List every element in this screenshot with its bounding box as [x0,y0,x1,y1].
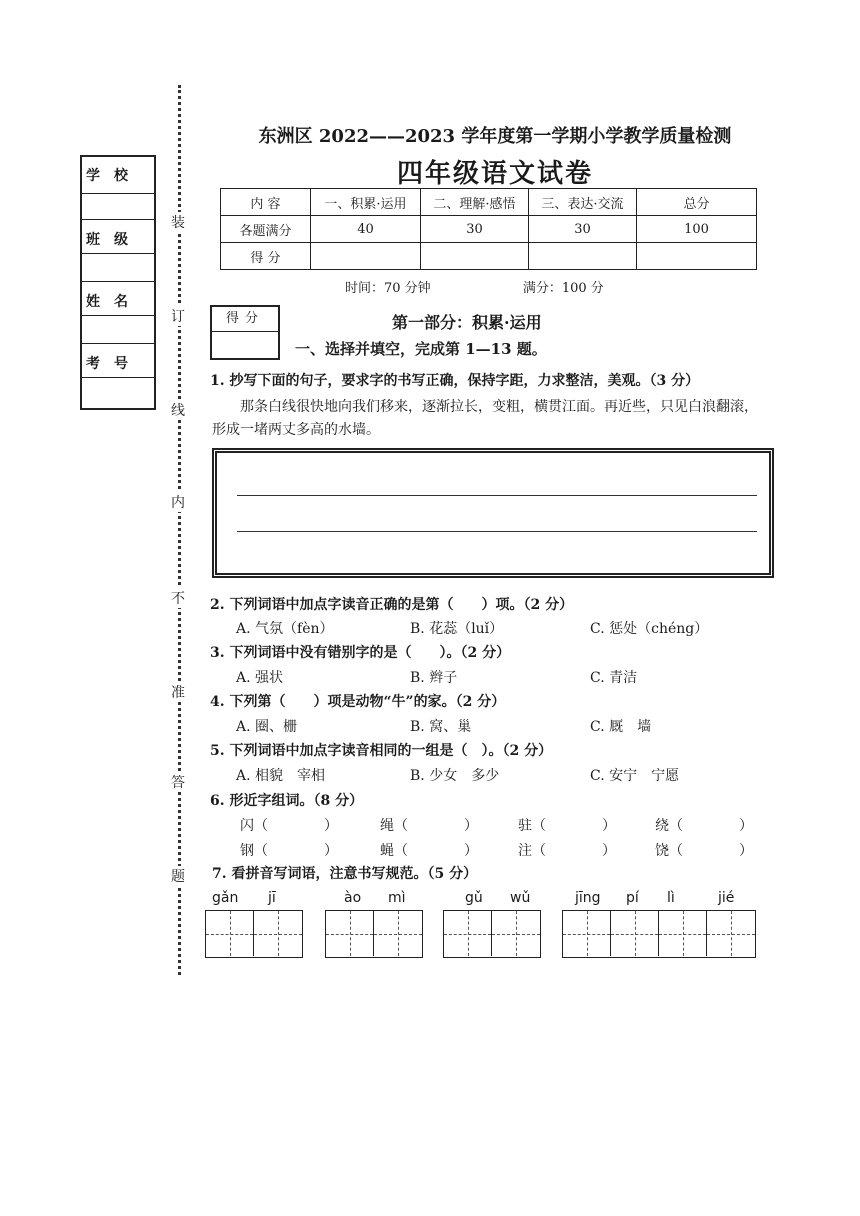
q3-option-b[interactable]: B. 辫子 [410,670,458,686]
question-2: 2. 下列词语中加点字读音正确的是第（ ）项。（2 分） [210,597,574,613]
pinyin-label: jié [718,890,735,906]
table-cell: 二、理解·感悟 [421,189,529,216]
table-cell: 三、表达·交流 [529,189,637,216]
section-title: 一、选择并填空，完成第 1—13 题。 [295,340,547,358]
class-field[interactable] [82,223,154,253]
table-cell: 40 [311,216,421,243]
pinyin-label: pí [626,890,639,906]
table-cell: 内 容 [221,189,311,216]
q5-option-a[interactable]: A. 相貌 宰相 [236,768,326,784]
q6-item[interactable]: 钢（ ） [240,843,338,859]
school-label: 学校 [86,168,142,184]
question-7: 7. 看拼音写词语，注意书写规范。（5 分） [212,866,478,882]
part-title: 第一部分：积累·运用 [392,313,542,332]
score-input-cell[interactable] [529,243,637,270]
table-cell: 各题满分 [221,216,311,243]
writing-grid[interactable] [205,910,303,958]
grid-cell[interactable] [254,911,302,956]
question-6: 6. 形近字组词。（8 分） [210,793,364,809]
binding-char: 订 [168,306,188,326]
exam-title: 东洲区 2022——2023 学年度第一学期小学教学质量检测 [258,126,732,147]
q2-option-b[interactable]: B. 花蕊（luǐ） [410,621,504,637]
q4-option-b[interactable]: B. 窝、巢 [410,719,472,735]
pinyin-label: gǎn [212,890,239,906]
q6-item[interactable]: 绳（ ） [380,818,478,834]
pinyin-label: wǔ [510,890,531,906]
pinyin-label: ào [344,890,362,906]
writing-grid[interactable] [325,910,423,958]
q1-passage: 那条白线很快地向我们移来，逐渐拉长，变粗，横贯江面。再近些，只见白浪翻滚，形成一堵两丈多高的水墙。 [212,399,758,438]
question-5: 5. 下列词语中加点字读音相同的一组是（ ）。（2 分） [210,743,553,759]
grid-cell[interactable] [611,911,659,956]
table-cell: 总分 [637,189,757,216]
exam-number-label: 考号 [86,356,142,372]
table-cell: 一、积累·运用 [311,189,421,216]
q6-item[interactable]: 闪（ ） [240,818,338,834]
school-field[interactable] [82,159,154,189]
section-score-box [210,305,280,360]
table-cell: 100 [637,216,757,243]
full-score: 满分：100 分 [522,281,604,296]
table-row [221,189,757,216]
grid-cell[interactable] [374,911,422,956]
grid-cell[interactable] [563,911,611,956]
q3-option-a[interactable]: A. 强状 [236,670,284,686]
q6-item[interactable]: 注（ ） [518,843,616,859]
student-info-box [80,155,156,410]
question-4: 4. 下列第（ ）项是动物“牛”的家。（2 分） [210,694,506,710]
name-label: 姓名 [86,294,142,310]
q3-option-c[interactable]: C. 青洁 [590,670,638,686]
q4-option-c[interactable]: C. 厩 墙 [590,719,652,735]
score-input-cell[interactable] [311,243,421,270]
q6-item[interactable]: 驻（ ） [518,818,616,834]
question-3: 3. 下列词语中没有错别字的是（ ）。（2 分） [210,645,511,661]
binding-char: 装 [168,212,188,232]
exam-number-field[interactable] [82,347,154,377]
class-label: 班级 [86,232,142,248]
q2-option-a[interactable]: A. 气氛（fèn） [236,621,334,637]
table-cell: 得 分 [221,243,311,270]
score-input-cell[interactable] [637,243,757,270]
pinyin-label: lì [667,890,675,906]
table-row [221,216,757,243]
score-table [220,188,757,270]
score-box-label: 得分 [212,307,278,332]
q5-option-b[interactable]: B. 少女 多少 [410,768,500,784]
grid-cell[interactable] [326,911,374,956]
pinyin-label: mì [388,890,406,906]
binding-char: 内 [168,492,188,512]
binding-char: 准 [168,682,188,702]
score-input-cell[interactable] [421,243,529,270]
binding-char: 不 [168,588,188,608]
writing-grid[interactable] [443,910,541,958]
time-info [345,277,745,296]
binding-char: 答 [168,772,188,792]
paper-title: 四年级语文试卷 [396,159,593,189]
grid-cell[interactable] [659,911,707,956]
table-row [221,243,757,270]
q4-option-a[interactable]: A. 圈、栅 [236,719,298,735]
name-field[interactable] [82,285,154,315]
grid-cell[interactable] [707,911,755,956]
q2-option-c[interactable]: C. 惩处（chéng） [590,621,709,637]
writing-grid[interactable] [562,910,756,958]
pinyin-label: gǔ [465,890,483,906]
binding-char: 题 [168,866,188,886]
q5-option-c[interactable]: C. 安宁 宁愿 [590,768,680,784]
pinyin-label: jī [268,890,276,906]
grid-cell[interactable] [492,911,540,956]
question-1: 1. 抄写下面的句子，要求字的书写正确，保持字距，力求整洁，美观。（3 分） [210,373,700,389]
table-cell: 30 [529,216,637,243]
q1-writing-box[interactable] [212,448,774,578]
q6-item[interactable]: 绕（ ） [655,818,753,834]
q6-item[interactable]: 饶（ ） [655,843,753,859]
binding-char: 线 [168,400,188,420]
grid-cell[interactable] [206,911,254,956]
q6-item[interactable]: 蝇（ ） [380,843,478,859]
exam-time: 时间：70 分钟 [345,281,431,296]
pinyin-label: jīng [575,890,601,906]
grid-cell[interactable] [444,911,492,956]
table-cell: 30 [421,216,529,243]
